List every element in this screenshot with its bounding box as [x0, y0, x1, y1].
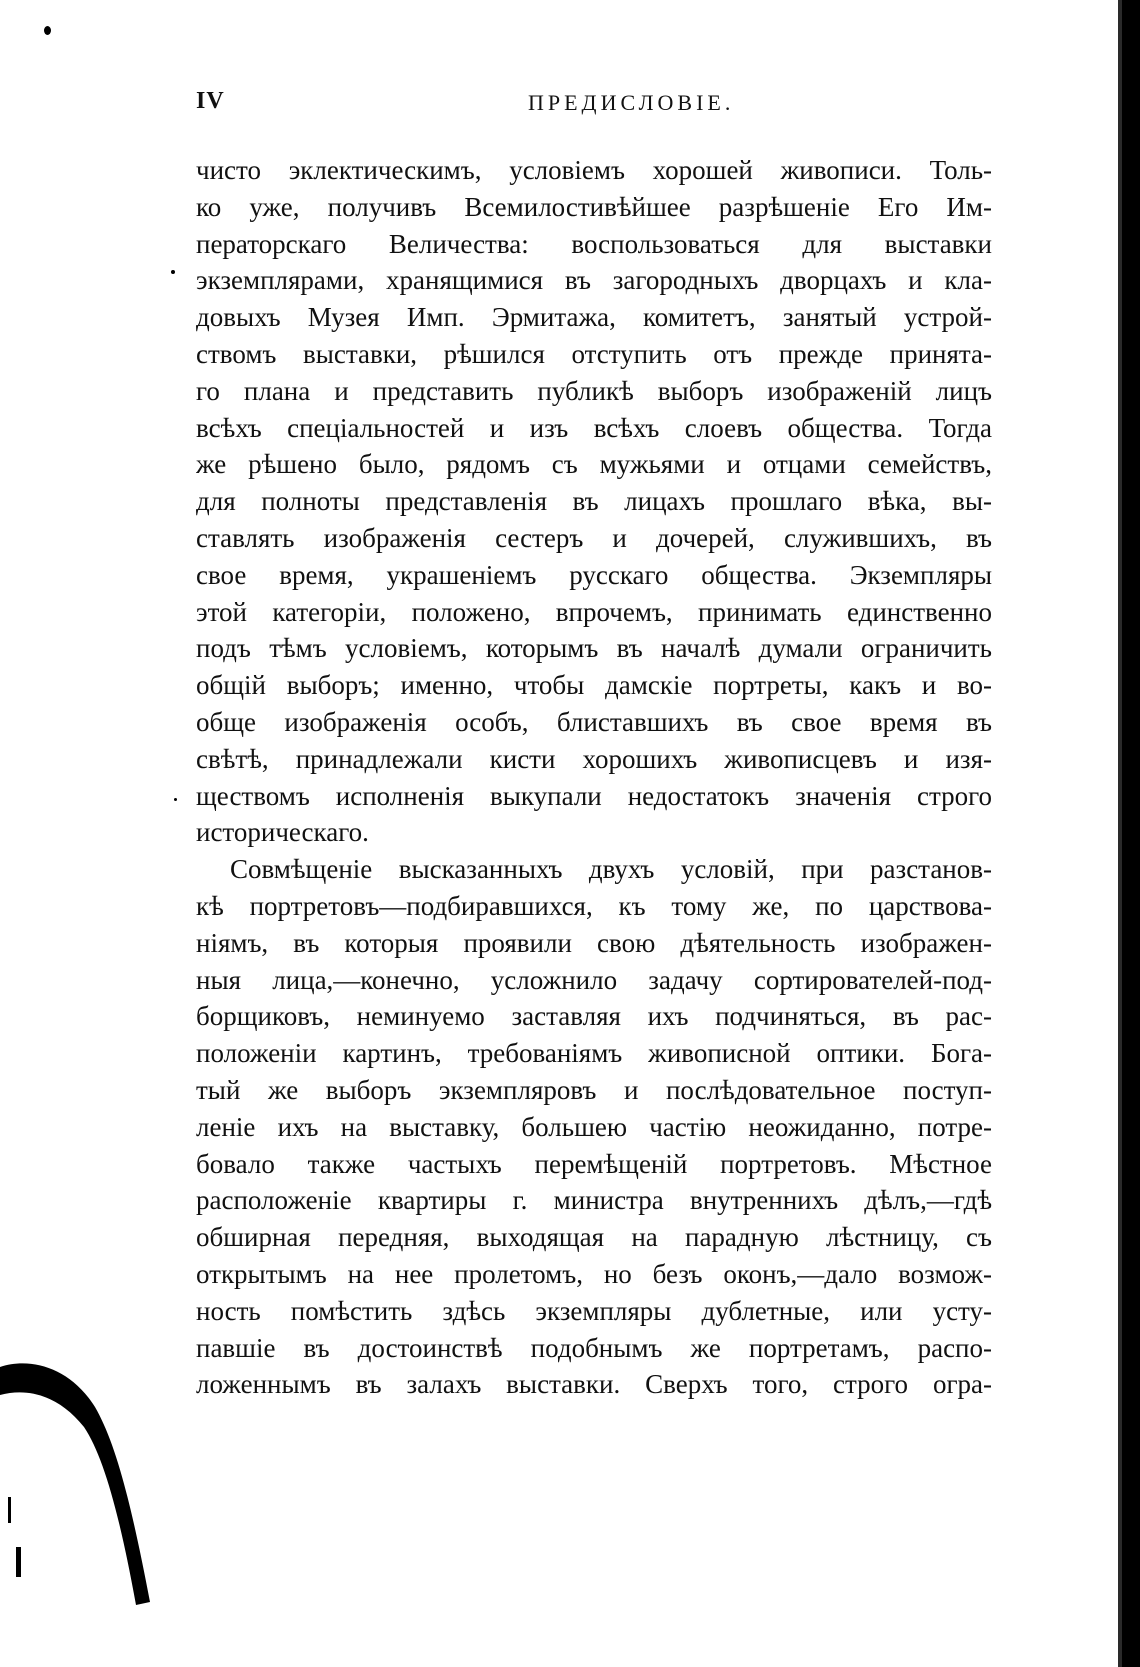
text-line: свѣтѣ, принадлежали кисти хорошихъ живописцевъ и изя- [196, 743, 992, 774]
text-line: ложеннымъ въ залахъ выставки. Сверхъ того, строго огра- [196, 1369, 992, 1400]
paragraph [196, 851, 992, 1403]
text-line: ставлять изображенія сестеръ и дочерей, служившихъ, въ [196, 522, 992, 553]
text-line: подъ тѣмъ условіемъ, которымъ въ началѣ думали ограничить [196, 633, 992, 664]
scan-speck [174, 798, 177, 801]
text-line: общій выборъ; именно, чтобы дамскіе портреты, какъ и во- [196, 670, 992, 701]
scan-speck [171, 270, 175, 274]
text-line: тый же выборъ экземпляровъ и послѣдовательное поступ- [196, 1074, 992, 1105]
paragraph [196, 152, 992, 851]
text-line: ніямъ, въ которыя проявили свою дѣятельность изображен- [196, 927, 992, 958]
text-line: же рѣшено было, рядомъ съ мужьями и отцами семействъ, [196, 449, 992, 480]
text-line: ность помѣстить здѣсь экземпляры дублетные, или усту- [196, 1295, 992, 1326]
text-line: положеніи картинъ, требованіямъ живописной оптики. Бога- [196, 1038, 992, 1069]
text-line: чисто эклектическимъ, условіемъ хорошей живописи. Толь- [196, 155, 992, 185]
text-line: го плана и представить публикѣ выборъ изображеній лицъ [196, 375, 992, 406]
text-line: обще изображенія особъ, блиставшихъ въ свое время въ [196, 706, 992, 737]
text-line: этой категоріи, положено, впрочемъ, принимать единственно [196, 596, 992, 627]
text-line: историческаго. [196, 817, 369, 848]
text-line: ко уже, получивъ Всемилостивѣйшее разрѣшеніе Его Им- [196, 191, 992, 222]
text-line: ператорскаго Величества: воспользоваться для выставки [196, 228, 992, 259]
scan-border-right [1122, 0, 1140, 1667]
text-line: ствомъ выставки, рѣшился отступить отъ прежде принята- [196, 338, 992, 369]
body-text [196, 152, 992, 1403]
text-line: павшіе въ достоинствѣ подобнымъ же портретамъ, распо- [196, 1332, 992, 1363]
text-line: довыхъ Музея Имп. Эрмитажа, комитетъ, занятый устрой- [196, 302, 992, 333]
text-line: открытымъ на нее пролетомъ, но безъ оконъ,—дало возмож- [196, 1258, 992, 1289]
scan-speck [44, 26, 51, 35]
scan-corner-artifact [0, 1347, 170, 1607]
text-line: всѣхъ спеціальностей и изъ всѣхъ слоевъ общества. Тогда [196, 412, 992, 443]
text-line: расположеніе квартиры г. министра внутреннихъ дѣлъ,—гдѣ [196, 1185, 992, 1216]
text-line: Совмѣщеніе высказанныхъ двухъ условій, при разстанов- [230, 854, 992, 885]
text-line: ществомъ исполненія выкупали недостатокъ значенія строго [196, 780, 992, 811]
running-head: ПРЕДИСЛОВІЕ. [528, 90, 735, 115]
text-line: ныя лица,—конечно, усложнило задачу сортирователей-под- [196, 964, 992, 995]
text-line: экземплярами, хранящимися въ загородныхъ дворцахъ и кла- [196, 265, 992, 296]
text-line: обширная передняя, выходящая на парадную лѣстницу, съ [196, 1222, 992, 1253]
text-line: леніе ихъ на выставку, большею частію неожиданно, потре- [196, 1111, 992, 1142]
text-line: свое время, украшеніемъ русскаго общества. Экземпляры [196, 559, 992, 590]
text-line: борщиковъ, неминуемо заставляя ихъ подчиняться, въ рас- [196, 1001, 992, 1032]
text-line: кѣ портретовъ—подбиравшихся, къ тому же, по царствова- [196, 890, 992, 921]
page-number: IV [196, 88, 225, 114]
text-line: бовало также частыхъ перемѣщеній портретовъ. Мѣстное [196, 1148, 992, 1179]
text-line: для полноты представленія въ лицахъ прошлаго вѣка, вы- [196, 486, 992, 517]
page-header [196, 88, 996, 128]
